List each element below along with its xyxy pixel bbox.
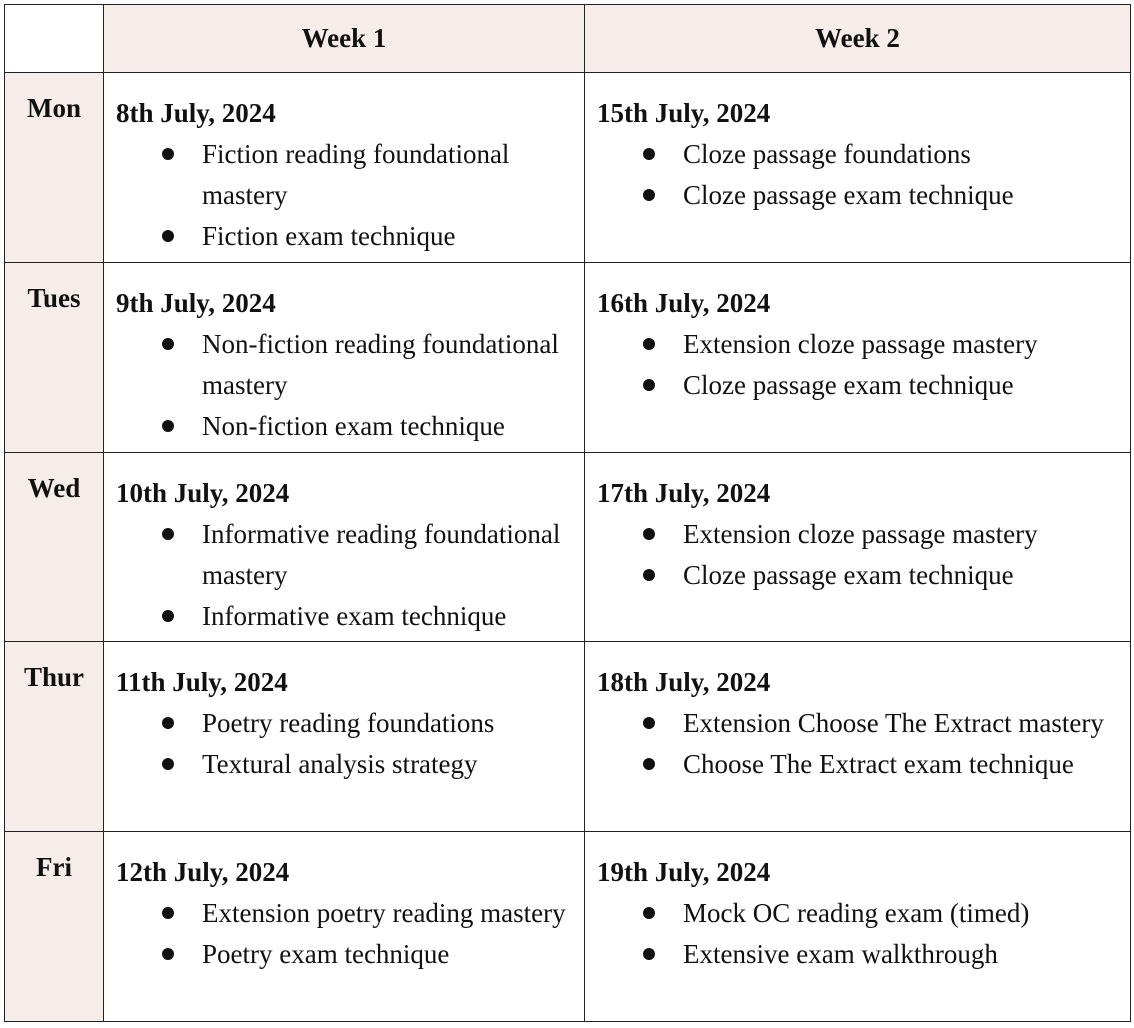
topic-text: Non-fiction exam technique bbox=[202, 410, 505, 441]
topic-text: Cloze passage exam technique bbox=[683, 369, 1014, 400]
session-date: 16th July, 2024 bbox=[597, 287, 771, 318]
session-date: 19th July, 2024 bbox=[597, 857, 771, 888]
topic-text: Cloze passage exam technique bbox=[683, 559, 1014, 590]
topic-text: Fiction exam technique bbox=[202, 221, 456, 251]
list-item bbox=[642, 934, 1120, 975]
list-item bbox=[161, 744, 574, 785]
bullet-icon bbox=[643, 379, 655, 391]
bullet-icon bbox=[643, 758, 655, 770]
topic-list bbox=[116, 134, 574, 257]
session-date: 9th July, 2024 bbox=[116, 287, 276, 318]
list-item bbox=[642, 703, 1120, 744]
topic-list bbox=[597, 514, 1120, 596]
topic-text: Mock OC reading exam (timed) bbox=[683, 898, 1030, 929]
topic-text: Cloze passage exam technique bbox=[683, 180, 1014, 210]
day-row-wed bbox=[5, 452, 1131, 642]
bullet-icon bbox=[643, 948, 655, 960]
week-1-entry bbox=[104, 452, 585, 642]
topic-text: Informative exam technique bbox=[202, 600, 507, 631]
bullet-icon bbox=[643, 189, 655, 201]
topic-text: Poetry exam technique bbox=[202, 939, 450, 970]
topic-list bbox=[116, 324, 574, 447]
topic-list bbox=[597, 703, 1120, 785]
list-item bbox=[642, 555, 1120, 596]
topic-text: Extension poetry reading mastery bbox=[202, 898, 566, 929]
list-item bbox=[642, 514, 1120, 555]
list-item bbox=[161, 893, 574, 934]
topic-text: Fiction reading foundational mastery bbox=[202, 139, 510, 210]
corner-cell bbox=[5, 5, 104, 73]
bullet-icon bbox=[162, 148, 174, 160]
day-label-cell bbox=[5, 452, 104, 642]
day-label-cell bbox=[5, 73, 104, 263]
list-item bbox=[161, 216, 574, 257]
topic-list bbox=[597, 324, 1120, 406]
topic-text: Poetry reading foundations bbox=[202, 708, 495, 739]
bullet-icon bbox=[643, 148, 655, 160]
week-1-entry bbox=[104, 642, 585, 832]
topic-text: Choose The Extract exam technique bbox=[683, 749, 1074, 780]
topic-list bbox=[116, 514, 574, 637]
list-item bbox=[161, 596, 574, 637]
week-2-entry bbox=[585, 832, 1131, 1022]
week-1-entry bbox=[104, 832, 585, 1022]
list-item bbox=[161, 324, 574, 406]
day-row-thur bbox=[5, 642, 1131, 832]
topic-text: Extensive exam walkthrough bbox=[683, 939, 998, 970]
list-item bbox=[161, 514, 574, 596]
list-item bbox=[642, 744, 1120, 785]
bullet-icon bbox=[162, 948, 174, 960]
bullet-icon bbox=[162, 610, 174, 622]
topic-text: Informative reading foundational mastery bbox=[202, 518, 561, 590]
session-date: 17th July, 2024 bbox=[597, 477, 771, 508]
list-item bbox=[642, 134, 1120, 175]
session-date: 18th July, 2024 bbox=[597, 667, 771, 698]
list-item bbox=[642, 175, 1120, 216]
day-label: Mon bbox=[27, 93, 81, 123]
week-2-entry bbox=[585, 452, 1131, 642]
bullet-icon bbox=[162, 907, 174, 919]
week-1-entry bbox=[104, 262, 585, 452]
header-row bbox=[5, 5, 1131, 73]
day-label: Tues bbox=[27, 282, 81, 313]
list-item bbox=[642, 365, 1120, 406]
week-1-header: Week 1 bbox=[104, 5, 585, 73]
session-date: 10th July, 2024 bbox=[116, 477, 290, 508]
bullet-icon bbox=[643, 907, 655, 919]
bullet-icon bbox=[162, 338, 174, 350]
topic-text: Non-fiction reading foundational mastery bbox=[202, 328, 559, 400]
topic-text: Extension Choose The Extract mastery bbox=[683, 708, 1104, 739]
day-label-cell bbox=[5, 262, 104, 452]
list-item bbox=[642, 324, 1120, 365]
list-item bbox=[161, 134, 574, 216]
day-label-cell bbox=[5, 642, 104, 832]
list-item bbox=[642, 893, 1120, 934]
bullet-icon bbox=[162, 758, 174, 770]
session-date: 15th July, 2024 bbox=[597, 98, 771, 128]
topic-text: Extension cloze passage mastery bbox=[683, 328, 1038, 359]
list-item bbox=[161, 934, 574, 975]
list-item bbox=[161, 703, 574, 744]
session-date: 12th July, 2024 bbox=[116, 857, 290, 888]
topic-list bbox=[597, 893, 1120, 975]
bullet-icon bbox=[162, 420, 174, 432]
day-label-cell bbox=[5, 832, 104, 1022]
topic-list bbox=[597, 134, 1120, 216]
week-1-entry bbox=[104, 73, 585, 263]
session-date: 11th July, 2024 bbox=[116, 667, 288, 698]
day-label: Thur bbox=[23, 662, 85, 693]
day-row-fri bbox=[5, 832, 1131, 1022]
day-label: Fri bbox=[36, 852, 72, 883]
bullet-icon bbox=[643, 528, 655, 540]
day-row-mon bbox=[5, 73, 1131, 263]
topic-text: Cloze passage foundations bbox=[683, 139, 971, 169]
day-row-tues bbox=[5, 262, 1131, 452]
topic-text: Textural analysis strategy bbox=[202, 749, 478, 780]
session-date: 8th July, 2024 bbox=[116, 98, 276, 128]
topic-text: Extension cloze passage mastery bbox=[683, 518, 1038, 549]
bullet-icon bbox=[162, 717, 174, 729]
week-2-entry bbox=[585, 642, 1131, 832]
bullet-icon bbox=[162, 230, 174, 242]
week-2-entry bbox=[585, 73, 1131, 263]
bullet-icon bbox=[643, 338, 655, 350]
schedule-table bbox=[4, 4, 1131, 1022]
bullet-icon bbox=[162, 528, 174, 540]
bullet-icon bbox=[643, 569, 655, 581]
day-label: Wed bbox=[27, 472, 81, 503]
week-2-entry bbox=[585, 262, 1131, 452]
topic-list bbox=[116, 703, 574, 785]
bullet-icon bbox=[643, 717, 655, 729]
week-2-header: Week 2 bbox=[585, 5, 1131, 73]
list-item bbox=[161, 406, 574, 447]
topic-list bbox=[116, 893, 574, 975]
